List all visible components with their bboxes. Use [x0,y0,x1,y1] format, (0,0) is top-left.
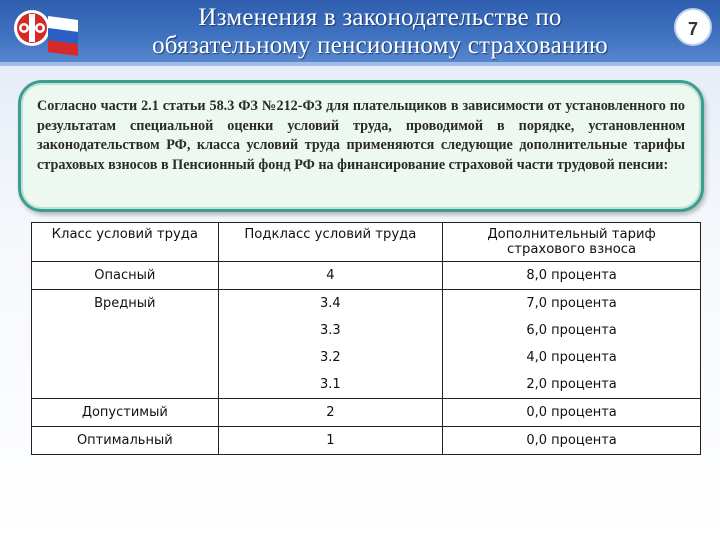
intro-callout [18,80,704,212]
cell-subclass: 4 [218,262,442,290]
cell-rate: 7,0 процента [443,290,701,318]
table-row [32,427,701,455]
cell-class: Оптимальный [32,427,219,455]
title-line-1: Изменения в законодательстве по [198,4,562,31]
table-row [32,399,701,427]
cell-rate: 4,0 процента [443,344,701,371]
cell-class: Опасный [32,262,219,290]
cell-subclass: 3.1 [218,371,442,399]
table-row [32,317,701,344]
page-title [100,4,660,60]
title-line-2: обязательному пенсионному страхованию [152,32,608,59]
cell-rate: 6,0 процента [443,317,701,344]
table-row [32,371,701,399]
cell-class: Вредный [32,290,219,318]
table-row [32,262,701,290]
cell-class: Допустимый [32,399,219,427]
cell-subclass: 3.4 [218,290,442,318]
tariff-table [31,222,701,455]
cell-class [32,317,219,344]
table-row [32,290,701,318]
header-subclass: Подкласс условий труда [218,223,442,262]
cell-class [32,344,219,371]
table-header-row [32,223,701,262]
header-rate: Дополнительный тариф страхового взноса [443,223,701,262]
cell-subclass: 3.3 [218,317,442,344]
cell-subclass: 1 [218,427,442,455]
cell-class [32,371,219,399]
pfr-logo-icon [8,6,92,62]
header-class: Класс условий труда [32,223,219,262]
intro-text: Согласно части 2.1 статьи 58.3 ФЗ №212-ФЗ для плательщиков в зависимости от установленного по результатам специальной оценки условий труда, проводимой в порядке, установленном законодательством РФ, класса условий труда применяются следующие дополнительные тарифы страховых взносов в Пенсионный фонд РФ на финансирование страховой части трудовой пенсии: [37,98,685,173]
cell-rate: 8,0 процента [443,262,701,290]
cell-rate: 0,0 процента [443,399,701,427]
cell-subclass: 2 [218,399,442,427]
cell-subclass: 3.2 [218,344,442,371]
table-row [32,344,701,371]
cell-rate: 2,0 процента [443,371,701,399]
page-number-badge: 7 [674,8,712,46]
cell-rate: 0,0 процента [443,427,701,455]
